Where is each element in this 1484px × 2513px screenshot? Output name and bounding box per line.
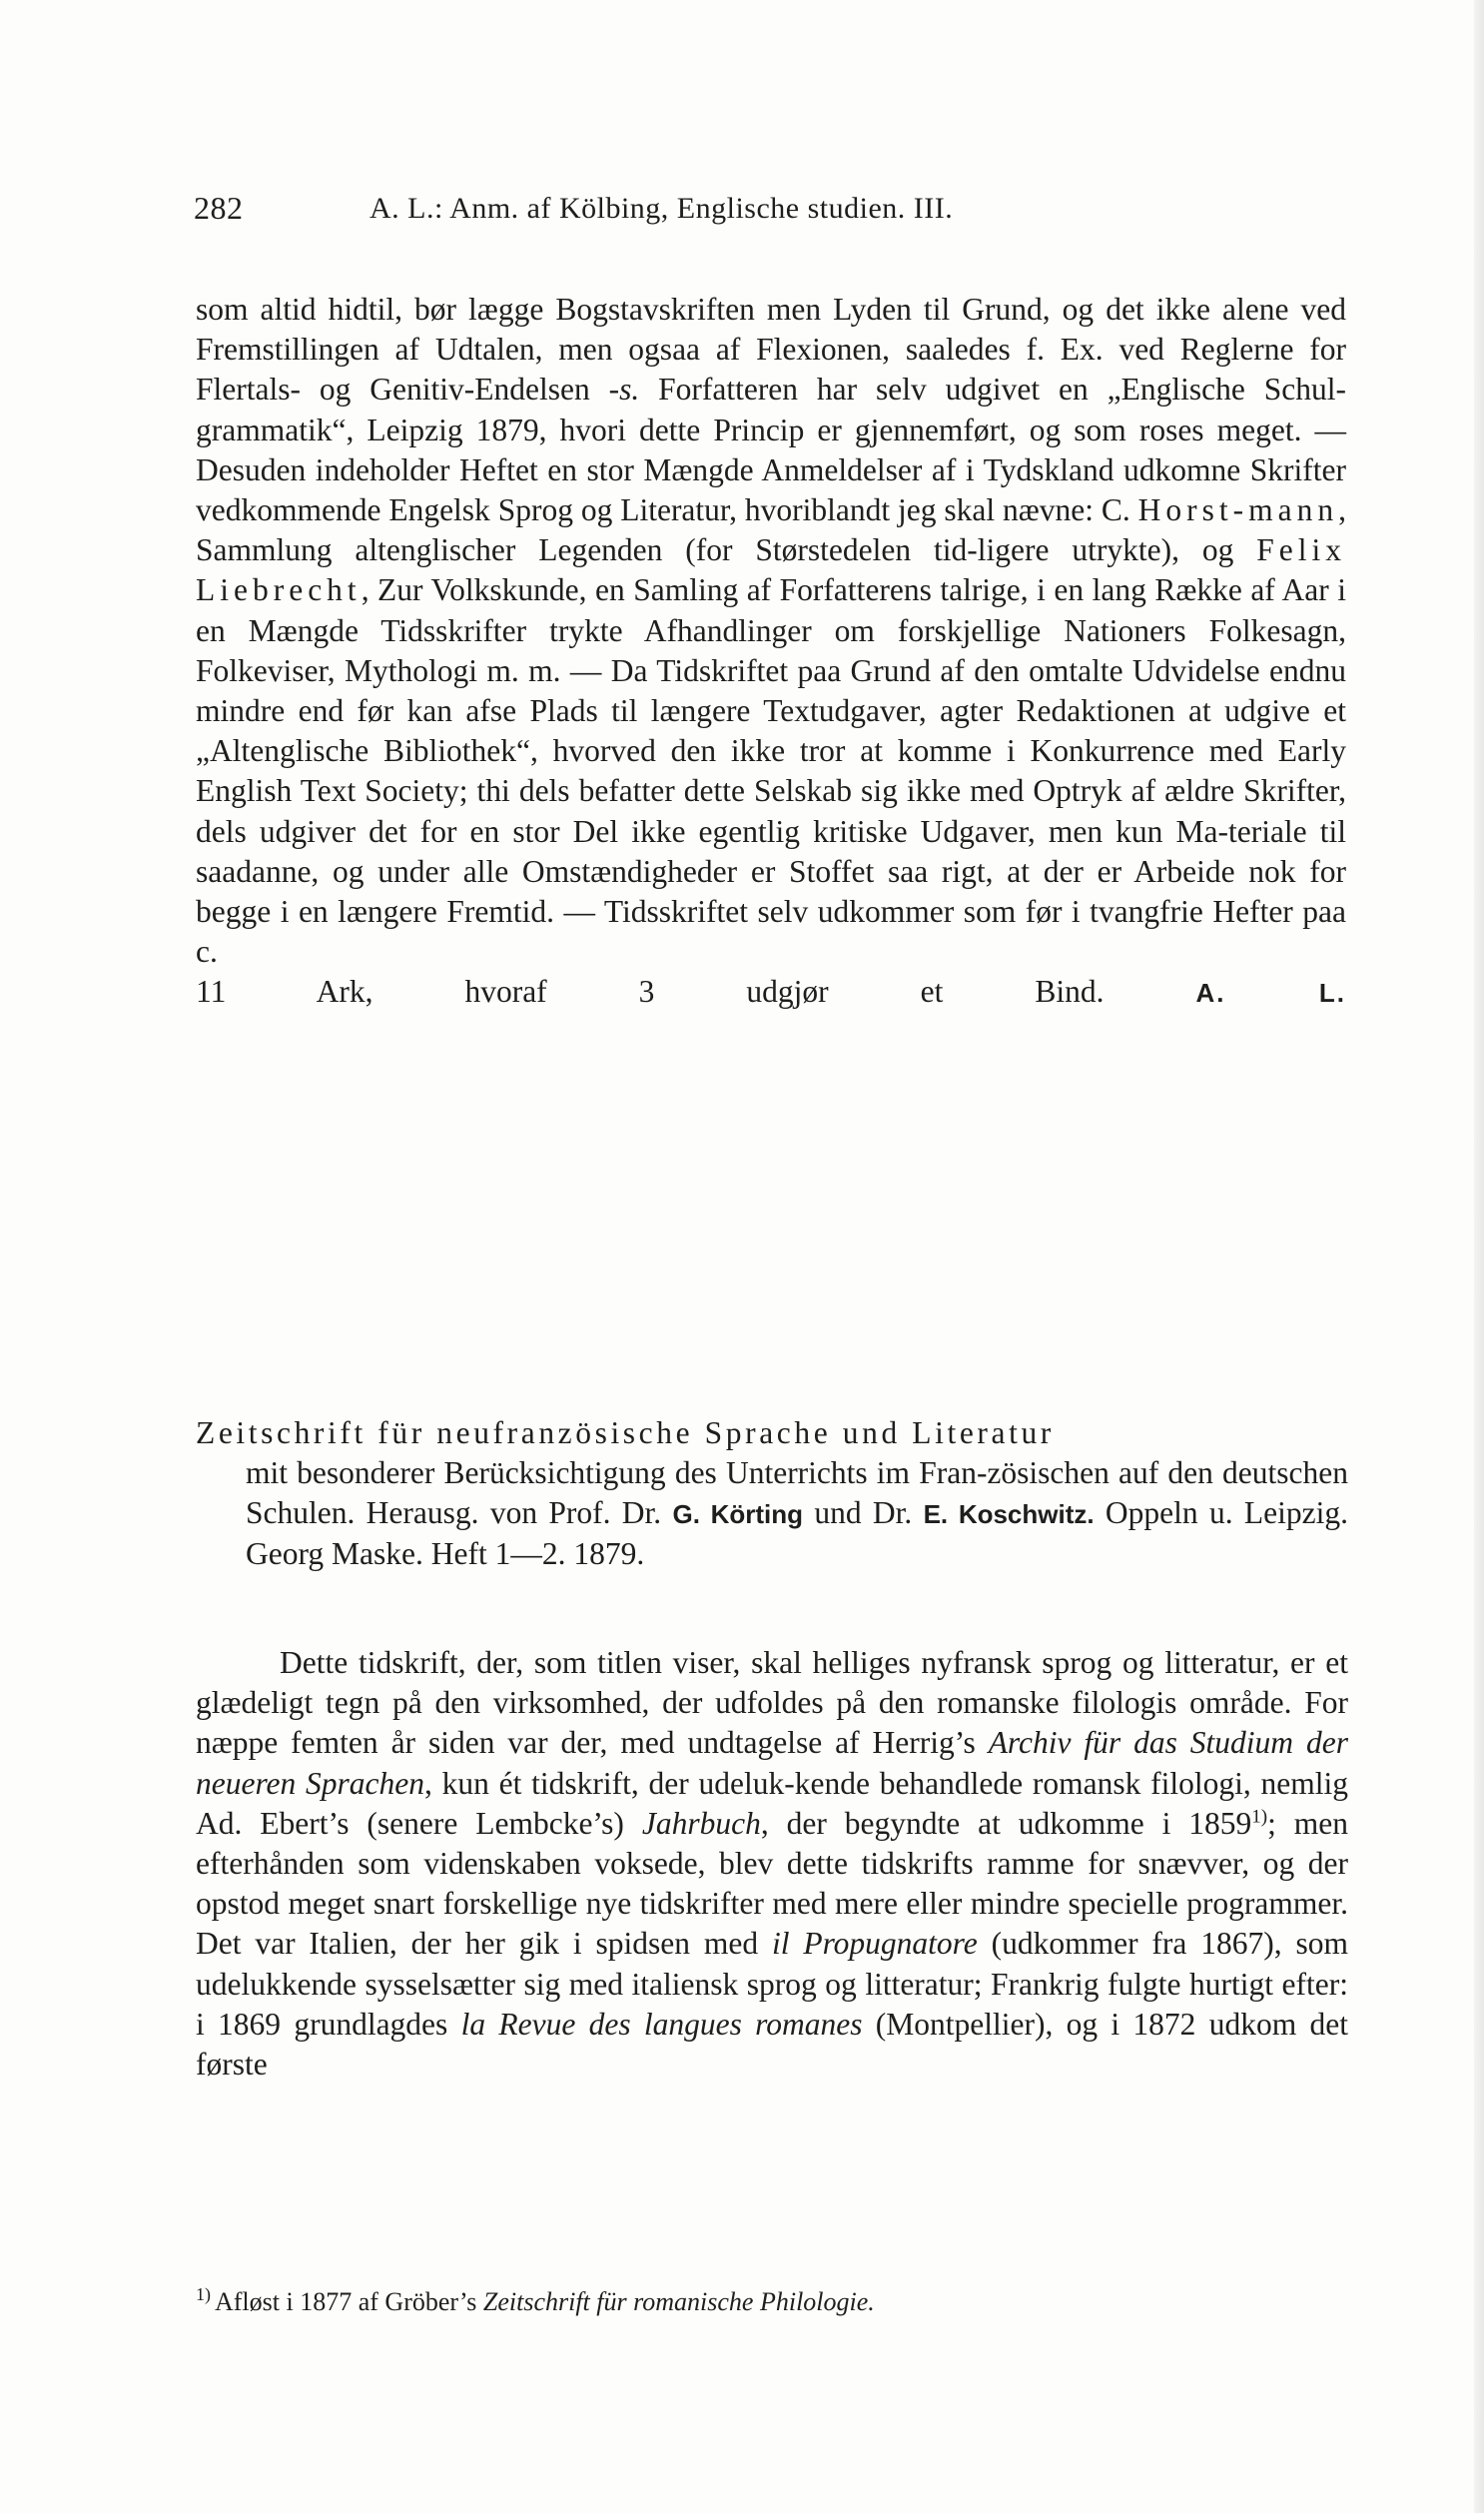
footnote-reference: 1): [1251, 1806, 1268, 1828]
text-run: 11 Ark, hvoraf 3 udgjør et Bind.: [196, 974, 1105, 1010]
review-bibliographic-info: [246, 1453, 1348, 1575]
continued-review-paragraph: [196, 290, 1346, 1014]
text-run: Forfatteren har selv udgivet en „Englische Schul-grammatik“, Leipzig 1879, hvori dette Princip er gjennemført, og som roses meget. — Desuden indeholder Heftet en stor Mængde Anmeldelser af i Tydskland udkomne Skrifter vedkommende Engelsk Sprog og Literatur, hvoriblandt jeg skal nævne: C.: [196, 372, 1346, 528]
italic-title: Archiv für das Studium der neueren Sprachen: [196, 1725, 1348, 1801]
footnote-mark: 1): [196, 2284, 211, 2305]
footnote-text: Afløst i 1877 af Gröber’s: [215, 2287, 483, 2316]
text-run: Oppeln u. Leipzig. Georg Maske. Heft 1—2. 1879.: [246, 1495, 1348, 1572]
review-heading: Zeitschrift für neufranzösische Sprache und Literatur: [196, 1415, 1055, 1450]
text-run: , Sammlung altenglischer Legenden (for Størstedelen tid-ligere utrykte), og: [196, 492, 1346, 568]
italic-title: Jahrbuch: [641, 1805, 761, 1841]
editor-name-koschwitz: E. Koschwitz.: [923, 1499, 1095, 1530]
text-run: mit besonderer Berücksichtigung des Unterrichts im Fran-zösischen auf den deutschen Schulen. Herausg. von Prof. Dr.: [246, 1455, 1348, 1531]
text-run: , der begyndte at udkomme i 1859: [760, 1805, 1252, 1841]
review-body-paragraph: [196, 1643, 1348, 2085]
signature: A. L.: [1195, 978, 1346, 1009]
text-run: , kun ét tidskrift, der udeluk-kende behandlede romansk filologi, nemlig Ad. Ebert’s (senere Lembcke’s): [196, 1765, 1348, 1841]
editor-name-korting: G. Körting: [672, 1499, 804, 1530]
author-name-liebrecht: Felix Liebrecht: [196, 532, 1346, 608]
running-header: [194, 190, 1348, 234]
text-run: , Zur Volkskunde, en Samling af Forfatterens talrige, i en lang Række af Aar i en Mængde Tidsskrifter trykte Afhandlinger om forskjellige Nationers Folkesagn, Folkeviser, Mythologi m. m. — Da Tidskriftet paa Grund af den omtalte Udvidelse endnu mindre end før kan afse Plads til længere Textudgaver, agter Redaktionen at udgive et „Altenglische Bibliothek“, hvorved den ikke tror at komme i Konkurrence med Early English Text Society; thi dels befatter dette Selskab sig ikke med Optryk af ældre Skrifter, dels udgiver det for en stor Del ikke egentlig kritiske Udgaver, men kun Ma-teriale til saadanne, og under alle Omstændigheder er Stoffet saa rigt, at der er Arbeide nok for begge i en længere Fremtid. — Tidsskriftet selv udkommer som før i tvangfrie Hefter paa c.: [196, 572, 1346, 970]
paragraph-body: [196, 1643, 1348, 2085]
text-run: ; men efterhånden som videnskaben voksede, blev dette tidskrifts ramme for snævver, og der opstod meget snart forskellige nye tidskrifter med mere eller mindre specielle programmer. Det var Italien, der her gik i spidsen med: [196, 1805, 1348, 1962]
text-run: som altid hidtil, bør lægge Bogstavskriften men Lyden til Grund, og det ikke alene ved Fremstillingen af Udtalen, men ogsaa af Flexionen, saaledes f. Ex. ved Reglerne for Flertals- og Genitiv-Endelsen: [196, 292, 1346, 408]
italic-title: la Revue des langues romanes: [460, 2006, 863, 2042]
italic-suffix: -s.: [608, 372, 640, 408]
closing-line: [196, 972, 1346, 1013]
paragraph-body: [196, 290, 1346, 972]
page-number: 282: [194, 190, 244, 226]
footnote: [196, 2285, 1348, 2319]
text-run: (Montpellier), og i 1872 udkom det første: [196, 2006, 1348, 2083]
text-run: (udkommer fra 1867), som udelukkende sysselsætter sig med italiensk sprog og litteratur; Frankrig fulgte hurtigt efter: i 1869 grundlagdes: [196, 1926, 1348, 2042]
text-run: und Dr.: [803, 1495, 924, 1531]
author-name-horstmann: Horst-mann: [1137, 492, 1339, 528]
running-title: A. L.: Anm. af Kölbing, Englische studien. III.: [370, 192, 954, 225]
italic-title: il Propugnatore: [771, 1926, 978, 1962]
scan-edge: [1474, 0, 1484, 2513]
text-run: Dette tidskrift, der, som titlen viser, skal helliges nyfransk sprog og litteratur, er et glædeligt tegn på den virksomhed, der udfoldes på den romanske filologis område. For næppe femten år siden var der, med undtagelse af Herrig’s: [196, 1645, 1348, 1761]
footnote-italic-title: Zeitschrift für romanische Philologie.: [482, 2287, 875, 2316]
